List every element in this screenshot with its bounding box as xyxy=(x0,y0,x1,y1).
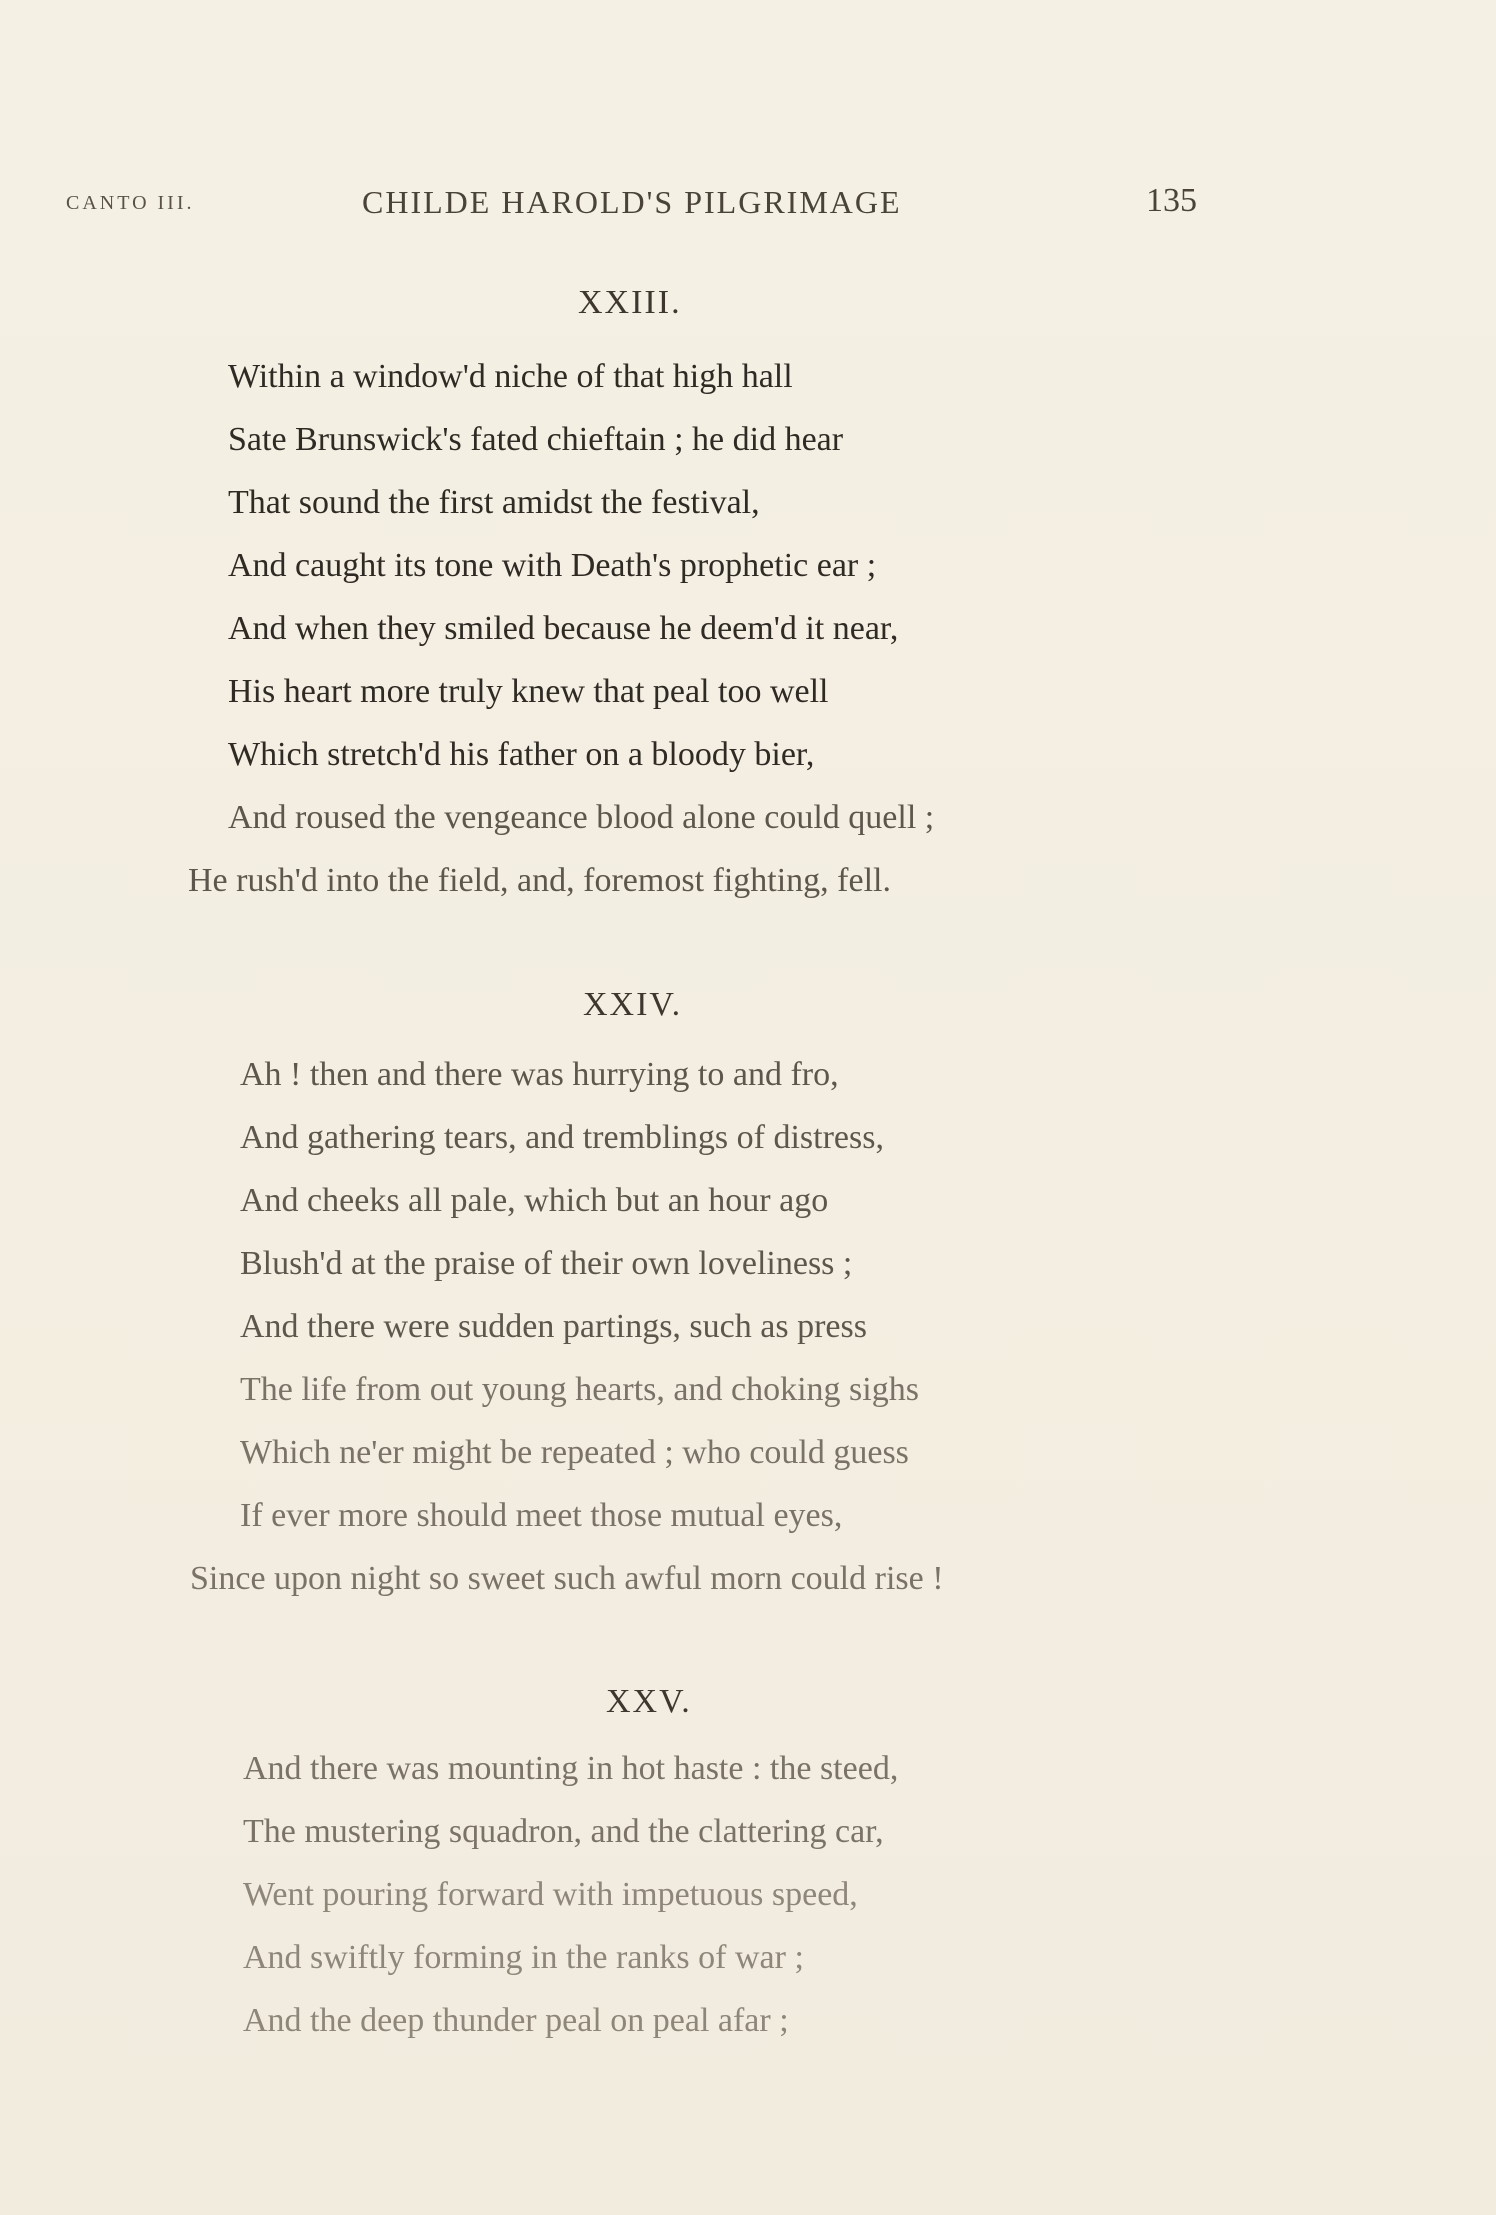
verse-line: And cheeks all pale, which but an hour ago xyxy=(240,1182,829,1219)
verse-line: And there was mounting in hot haste : the steed, xyxy=(243,1750,899,1787)
verse-line: Which ne'er might be repeated ; who could guess xyxy=(240,1434,909,1471)
stanza-number: XXIII. xyxy=(578,284,682,321)
running-head xyxy=(0,180,1496,228)
verse-line: And caught its tone with Death's prophetic ear ; xyxy=(228,547,877,584)
verse-line: Blush'd at the praise of their own loveliness ; xyxy=(240,1245,853,1282)
verse-line: And swiftly forming in the ranks of war ; xyxy=(243,1939,804,1976)
verse-line: Went pouring forward with impetuous speed, xyxy=(243,1876,858,1913)
verse-line: And roused the vengeance blood alone could quell ; xyxy=(228,799,935,836)
verse-line: And when they smiled because he deem'd it near, xyxy=(228,610,899,647)
verse-line: Sate Brunswick's fated chieftain ; he did hear xyxy=(228,421,844,458)
verse-line: Which stretch'd his father on a bloody bier, xyxy=(228,736,815,773)
verse-line: Since upon night so sweet such awful morn could rise ! xyxy=(190,1560,944,1597)
verse-line: Ah ! then and there was hurrying to and fro, xyxy=(240,1056,839,1093)
verse-line: And gathering tears, and tremblings of distress, xyxy=(240,1119,884,1156)
verse-line: And the deep thunder peal on peal afar ; xyxy=(243,2002,789,2039)
verse-line: The life from out young hearts, and choking sighs xyxy=(240,1371,919,1408)
stanza-number: XXV. xyxy=(606,1683,692,1720)
verse-line: Within a window'd niche of that high hall xyxy=(228,358,793,395)
verse-line: The mustering squadron, and the clattering car, xyxy=(243,1813,884,1850)
verse-line: His heart more truly knew that peal too well xyxy=(228,673,829,710)
verse-line: He rush'd into the field, and, foremost fighting, fell. xyxy=(188,862,891,899)
verse-line: If ever more should meet those mutual eyes, xyxy=(240,1497,843,1534)
book-title: CHILDE HAROLD'S PILGRIMAGE xyxy=(362,184,902,220)
stanza-number: XXIV. xyxy=(583,986,683,1023)
page-number: 135 xyxy=(1146,182,1197,219)
canto-label: CANTO III. xyxy=(66,192,195,214)
verse-line: That sound the first amidst the festival, xyxy=(228,484,760,521)
verse-line: And there were sudden partings, such as press xyxy=(240,1308,867,1345)
